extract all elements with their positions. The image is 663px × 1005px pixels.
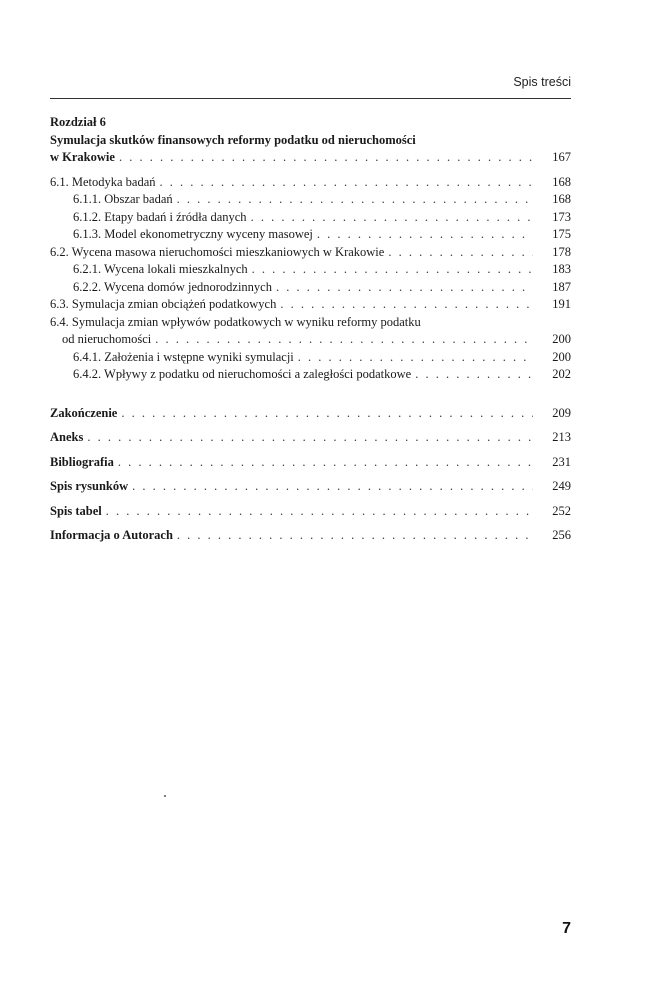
toc-entry-title: 6.1. Metodyka badań bbox=[50, 174, 156, 189]
dot-leader bbox=[118, 454, 533, 472]
toc-entry-6-4-line1[interactable]: 6.4. Symulacja zmian wpływów podatkowych w wyniku reformy podatku bbox=[50, 314, 421, 329]
chapter-label: Rozdział 6 bbox=[50, 115, 106, 129]
page-number: 183 bbox=[552, 262, 571, 276]
toc-entry-6-2-1[interactable] bbox=[50, 261, 571, 279]
print-speck bbox=[164, 795, 166, 797]
toc-entry-6-1-1[interactable] bbox=[50, 191, 571, 209]
toc-entry-title: od nieruchomości bbox=[62, 332, 152, 346]
page-number: 252 bbox=[552, 503, 571, 518]
page-number: 167 bbox=[552, 150, 571, 164]
page-number: 249 bbox=[552, 479, 571, 493]
toc-entry-spis-rysunkow[interactable] bbox=[50, 478, 571, 496]
toc-entry-aneks[interactable] bbox=[50, 429, 571, 447]
chapter-entry[interactable] bbox=[50, 149, 571, 167]
header-rule bbox=[50, 98, 571, 99]
toc-entry-6-4-1[interactable] bbox=[50, 349, 571, 367]
dot-leader bbox=[177, 191, 533, 209]
toc-entry-title: Informacja o Autorach bbox=[50, 528, 173, 542]
toc-entry-6-1[interactable] bbox=[50, 174, 571, 192]
toc-entry-title: Zakończenie bbox=[50, 405, 118, 420]
dot-leader bbox=[388, 244, 533, 262]
toc-entry-title: 6.3. Symulacja zmian obciążeń podatkowych bbox=[50, 297, 277, 311]
toc-entry-title: 6.1.2. Etapy badań i źródła danych bbox=[73, 209, 247, 224]
toc-entry-6-1-2[interactable] bbox=[50, 209, 571, 227]
toc-entry-spis-tabel[interactable] bbox=[50, 503, 571, 521]
dot-leader bbox=[177, 527, 533, 545]
toc-entry-6-1-3[interactable] bbox=[50, 226, 571, 244]
dot-leader bbox=[155, 331, 533, 349]
page-number: 168 bbox=[552, 174, 571, 189]
spacer bbox=[50, 384, 571, 405]
dot-leader bbox=[119, 149, 533, 167]
toc-entry-title: 6.4.1. Założenia i wstępne wyniki symulacji bbox=[73, 349, 294, 364]
page-number: 256 bbox=[552, 528, 571, 542]
page-number: 209 bbox=[552, 405, 571, 420]
spacer bbox=[50, 471, 571, 478]
page-number: 187 bbox=[552, 279, 571, 294]
toc-entry-title: 6.2. Wycena masowa nieruchomości mieszkaniowych w Krakowie bbox=[50, 244, 385, 259]
page-number: 168 bbox=[552, 192, 571, 206]
dot-leader bbox=[276, 279, 533, 297]
toc-entry-title: 6.2.1. Wycena lokali mieszkalnych bbox=[73, 262, 248, 276]
toc-entry-title: 6.1.3. Model ekonometryczny wyceny masowej bbox=[73, 227, 313, 241]
dot-leader bbox=[106, 503, 533, 521]
toc-entry-6-2-2[interactable] bbox=[50, 279, 571, 297]
page-number: 231 bbox=[552, 454, 571, 469]
dot-leader bbox=[251, 209, 533, 227]
dot-leader bbox=[121, 405, 533, 423]
spacer bbox=[50, 520, 571, 527]
chapter-title-line2: w Krakowie bbox=[50, 150, 115, 164]
page-number: 191 bbox=[552, 297, 571, 311]
toc-entry-title: Spis rysunków bbox=[50, 479, 129, 493]
dot-leader bbox=[317, 226, 533, 244]
dot-leader bbox=[160, 174, 533, 192]
toc-entry-title: Spis tabel bbox=[50, 503, 102, 518]
dot-leader bbox=[280, 296, 533, 314]
page-number: 200 bbox=[552, 349, 571, 364]
dot-leader bbox=[415, 366, 533, 384]
toc-entry-title: 6.1.1. Obszar badań bbox=[73, 192, 173, 206]
spacer bbox=[50, 496, 571, 503]
dot-leader bbox=[87, 429, 533, 447]
chapter-title-line1: Symulacja skutków finansowych reformy podatku od nieruchomości bbox=[50, 132, 416, 147]
spacer bbox=[50, 447, 571, 454]
page-number: 202 bbox=[552, 367, 571, 381]
page-number: 173 bbox=[552, 209, 571, 224]
dot-leader bbox=[132, 478, 533, 496]
toc-entry-6-4[interactable] bbox=[50, 331, 571, 349]
toc-entry-title: Bibliografia bbox=[50, 454, 114, 469]
toc-entry-6-3[interactable] bbox=[50, 296, 571, 314]
page-number: 178 bbox=[552, 244, 571, 259]
spacer bbox=[50, 422, 571, 429]
toc-entry-zakonczenie[interactable] bbox=[50, 405, 571, 423]
toc-entry-title: 6.2.2. Wycena domów jednorodzinnych bbox=[73, 279, 272, 294]
toc-entry-6-2[interactable] bbox=[50, 244, 571, 262]
running-head: Spis treści bbox=[513, 75, 571, 89]
spacer bbox=[50, 167, 571, 174]
toc-entry-bibliografia[interactable] bbox=[50, 454, 571, 472]
table-of-contents bbox=[50, 114, 571, 545]
page-number: 175 bbox=[552, 227, 571, 241]
toc-entry-informacja-o-autorach[interactable] bbox=[50, 527, 571, 545]
toc-entry-title: Aneks bbox=[50, 430, 84, 444]
page-number: 213 bbox=[552, 430, 571, 444]
toc-entry-title: 6.4.2. Wpływy z podatku od nieruchomości a zaległości podatkowe bbox=[73, 367, 412, 381]
dot-leader bbox=[252, 261, 533, 279]
dot-leader bbox=[298, 349, 533, 367]
page-number: 200 bbox=[552, 332, 571, 346]
toc-entry-6-4-2[interactable] bbox=[50, 366, 571, 384]
folio-page-number: 7 bbox=[562, 920, 571, 937]
